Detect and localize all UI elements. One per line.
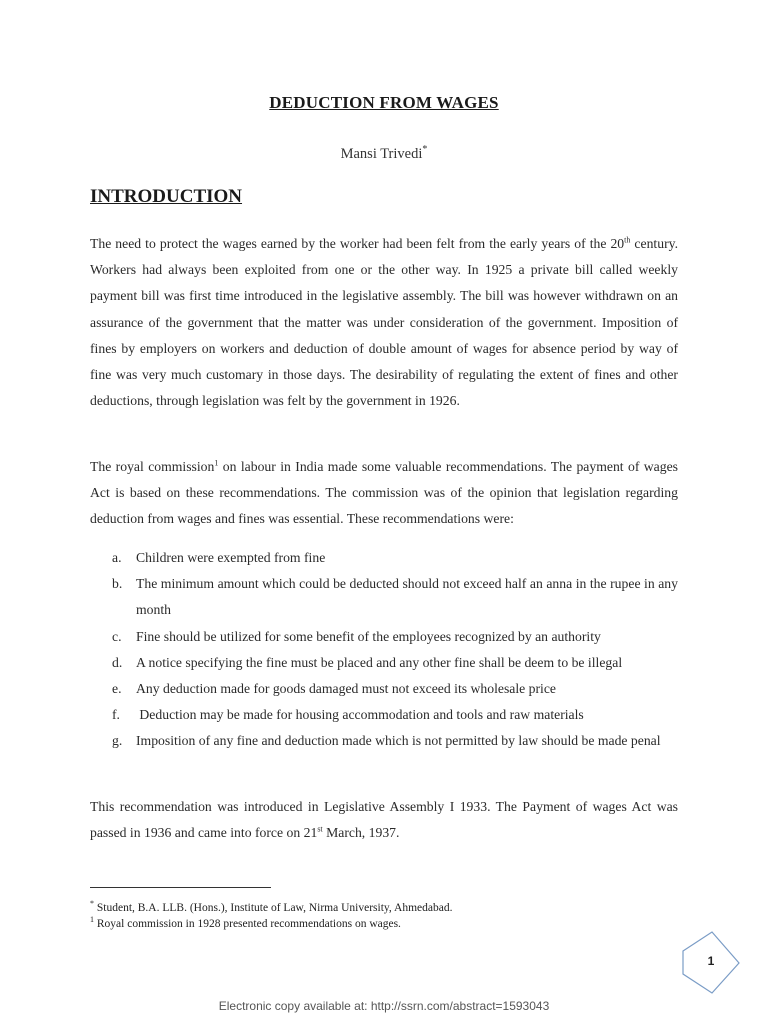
- list-item-text: Imposition of any fine and deduction made which is not permitted by law should be made penal: [136, 733, 661, 749]
- list-item: [90, 702, 678, 728]
- page-number-badge: [679, 930, 743, 996]
- footnote-mark: *: [90, 899, 94, 908]
- author-line: [0, 144, 768, 163]
- footnote-text: Royal commission in 1928 presented recommendations on wages.: [94, 917, 401, 930]
- list-item-text: A notice specifying the fine must be placed and any other fine shall be deem to be illegal: [136, 654, 623, 670]
- paragraph-3-superscript: st: [317, 824, 323, 834]
- footnote-1: [90, 915, 401, 930]
- paragraph-1: [90, 231, 678, 414]
- paragraph-1-text-b: century. Workers had always been exploited from one or the other way. In 1925 a private bill called weekly payment bill was first time introduced in the legislative assembly. The bill was however withdrawn on an assurance of the government that the matter was under consideration of the government. Imposition of fines by employers on workers and deduction of double amount of wages for absence period by way of fine was very much customary in those days. The desirability of regulating the extent of fines and other deductions, through legislation was felt by the government in 1926.: [90, 236, 678, 409]
- list-item-text: Deduction may be made for housing accommodation and tools and raw materials: [136, 707, 584, 723]
- paragraph-1-superscript: th: [624, 235, 631, 245]
- author-footnote-mark: *: [422, 144, 428, 155]
- paragraph-2-text-b: on labour in India made some valuable recommendations. The payment of wages Act is based on these recommendations. The commission was of the opinion that legislation regarding deduction from wages and fines was essential. These recommendations were:: [90, 459, 678, 527]
- page-number: 1: [707, 954, 715, 968]
- paragraph-2: [90, 454, 678, 533]
- footnote-author: [90, 899, 452, 914]
- list-marker: d.: [112, 654, 123, 670]
- list-item-text: Children were exempted from fine: [136, 550, 326, 565]
- ssrn-footer: Electronic copy available at: http://ssrn.com/abstract=1593043: [218, 999, 550, 1013]
- list-item-text: The minimum amount which could be deducted should not exceed half an anna in the rupee in any month: [136, 576, 678, 618]
- list-item: [90, 571, 678, 623]
- list-item: [90, 545, 678, 571]
- paragraph-1-text-a: The need to protect the wages earned by the worker had been felt from the early years of the 20: [90, 236, 625, 251]
- footnote-mark: 1: [90, 915, 94, 924]
- paragraph-3-text-b: March, 1937.: [322, 825, 400, 841]
- section-heading-introduction: INTRODUCTION: [90, 186, 243, 207]
- paragraph-3: [90, 794, 678, 846]
- list-marker: e.: [112, 681, 122, 697]
- footnote-text: Student, B.A. LLB. (Hons.), Institute of Law, Nirma University, Ahmedabad.: [94, 901, 453, 914]
- list-item: [90, 650, 678, 676]
- recommendations-list: [90, 545, 678, 755]
- list-item: [90, 728, 678, 754]
- list-marker: f.: [112, 707, 120, 723]
- footnote-divider: [90, 887, 271, 888]
- author-name: Mansi Trivedi: [340, 145, 423, 162]
- list-item: [90, 624, 678, 650]
- list-item: [90, 676, 678, 702]
- paragraph-3-text-a: This recommendation was introduced in Legislative Assembly I 1933. The Payment of wages Act was passed in 1936 and came into force on 21: [90, 799, 678, 841]
- footnote-ref-1: 1: [214, 458, 219, 468]
- list-marker: c.: [112, 628, 122, 644]
- list-item-text: Fine should be utilized for some benefit of the employees recognized by an authority: [136, 628, 601, 644]
- list-marker: a.: [112, 550, 122, 565]
- list-marker: b.: [112, 576, 123, 592]
- list-item-text: Any deduction made for goods damaged must not exceed its wholesale price: [136, 681, 557, 697]
- document-title: DEDUCTION FROM WAGES: [269, 93, 499, 112]
- list-marker: g.: [112, 733, 123, 749]
- paragraph-2-text-a: The royal commission: [90, 459, 215, 474]
